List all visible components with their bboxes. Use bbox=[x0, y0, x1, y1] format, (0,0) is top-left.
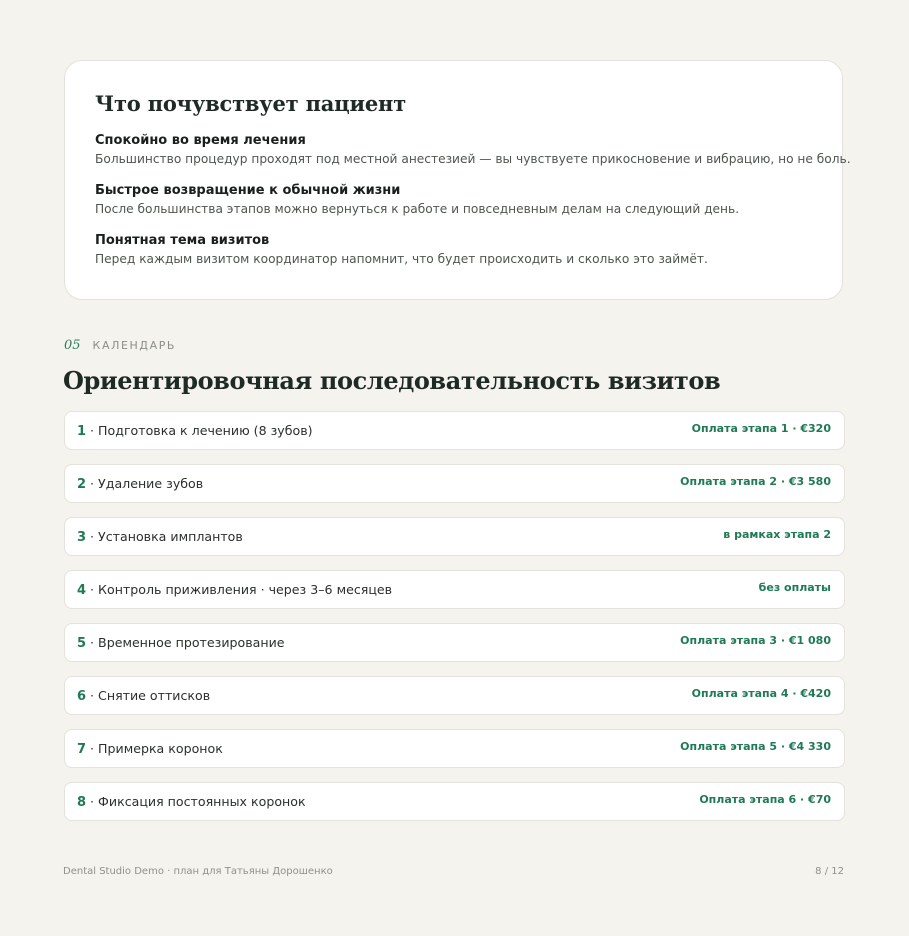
visit-row bbox=[64, 570, 845, 609]
feature-heading: Понятная тема визитов bbox=[95, 233, 270, 248]
feature-item bbox=[95, 182, 812, 218]
visit-number: 3 bbox=[77, 529, 87, 545]
visit-label-wrap bbox=[77, 423, 313, 439]
visit-label: · Временное протезирование bbox=[86, 634, 285, 650]
feature-text: Большинство процедур проходят под местной анестезией — вы чувствуете прикосновение и вибрацию, но не боль. bbox=[95, 152, 851, 166]
feature-item bbox=[95, 232, 812, 268]
visit-list bbox=[64, 411, 845, 835]
section-eyebrow bbox=[64, 338, 176, 353]
visit-label: · Фиксация постоянных коронок bbox=[86, 793, 306, 809]
page-number: 8 / 12 bbox=[815, 866, 844, 877]
visit-label: · Контроль приживления · через 3–6 месяцев bbox=[86, 581, 393, 597]
visit-number: 8 bbox=[77, 794, 87, 810]
visit-row bbox=[64, 517, 845, 556]
section-label: КАЛЕНДАРЬ bbox=[92, 339, 177, 352]
visit-row bbox=[64, 729, 845, 768]
visit-payment: Оплата этапа 5 · €4 330 bbox=[680, 740, 831, 753]
visit-label: · Установка имплантов bbox=[86, 528, 243, 544]
visit-number: 5 bbox=[77, 635, 87, 651]
visit-label: · Удаление зубов bbox=[86, 475, 204, 491]
visit-label-wrap bbox=[77, 635, 285, 651]
visit-number: 4 bbox=[77, 582, 87, 598]
visit-row bbox=[64, 464, 845, 503]
visit-number: 7 bbox=[77, 741, 87, 757]
visit-number: 2 bbox=[77, 476, 87, 492]
section-title: Ориентировочная последовательность визитов bbox=[63, 366, 721, 395]
visit-row bbox=[64, 623, 845, 662]
visit-label: · Примерка коронок bbox=[86, 740, 223, 756]
visit-payment: Оплата этапа 3 · €1 080 bbox=[680, 634, 831, 647]
visit-label-wrap bbox=[77, 529, 243, 545]
card-title: Что почувствует пациент bbox=[95, 91, 407, 116]
feature-item bbox=[95, 132, 851, 168]
feature-heading: Спокойно во время лечения bbox=[95, 133, 306, 148]
feature-text: После большинства этапов можно вернуться к работе и повседневным делам на следующий день. bbox=[95, 202, 740, 216]
visit-number: 1 bbox=[77, 423, 87, 439]
visit-label-wrap bbox=[77, 688, 210, 704]
visit-label: · Подготовка к лечению (8 зубов) bbox=[86, 422, 313, 438]
visit-label-wrap bbox=[77, 794, 306, 810]
visit-row bbox=[64, 676, 845, 715]
visit-payment: Оплата этапа 2 · €3 580 bbox=[680, 475, 831, 488]
section-number: 05 bbox=[64, 338, 81, 353]
feature-text: Перед каждым визитом координатор напомнит, что будет происходить и сколько это займёт. bbox=[95, 252, 708, 266]
visit-payment: в рамках этапа 2 bbox=[723, 528, 831, 541]
visit-label: · Снятие оттисков bbox=[86, 687, 211, 703]
visit-payment: без оплаты bbox=[758, 581, 831, 594]
footer-caption: Dental Studio Demo · план для Татьяны Дорошенко bbox=[63, 866, 333, 877]
visit-number: 6 bbox=[77, 688, 87, 704]
patient-experience-card bbox=[64, 60, 851, 300]
visit-row bbox=[64, 782, 845, 821]
visit-payment: Оплата этапа 6 · €70 bbox=[699, 793, 831, 806]
visit-label-wrap bbox=[77, 582, 392, 598]
visit-row bbox=[64, 411, 845, 450]
visit-payment: Оплата этапа 1 · €320 bbox=[691, 422, 831, 435]
visit-payment: Оплата этапа 4 · €420 bbox=[691, 687, 831, 700]
feature-heading: Быстрое возвращение к обычной жизни bbox=[95, 183, 401, 198]
visit-label-wrap bbox=[77, 476, 203, 492]
visit-label-wrap bbox=[77, 741, 223, 757]
